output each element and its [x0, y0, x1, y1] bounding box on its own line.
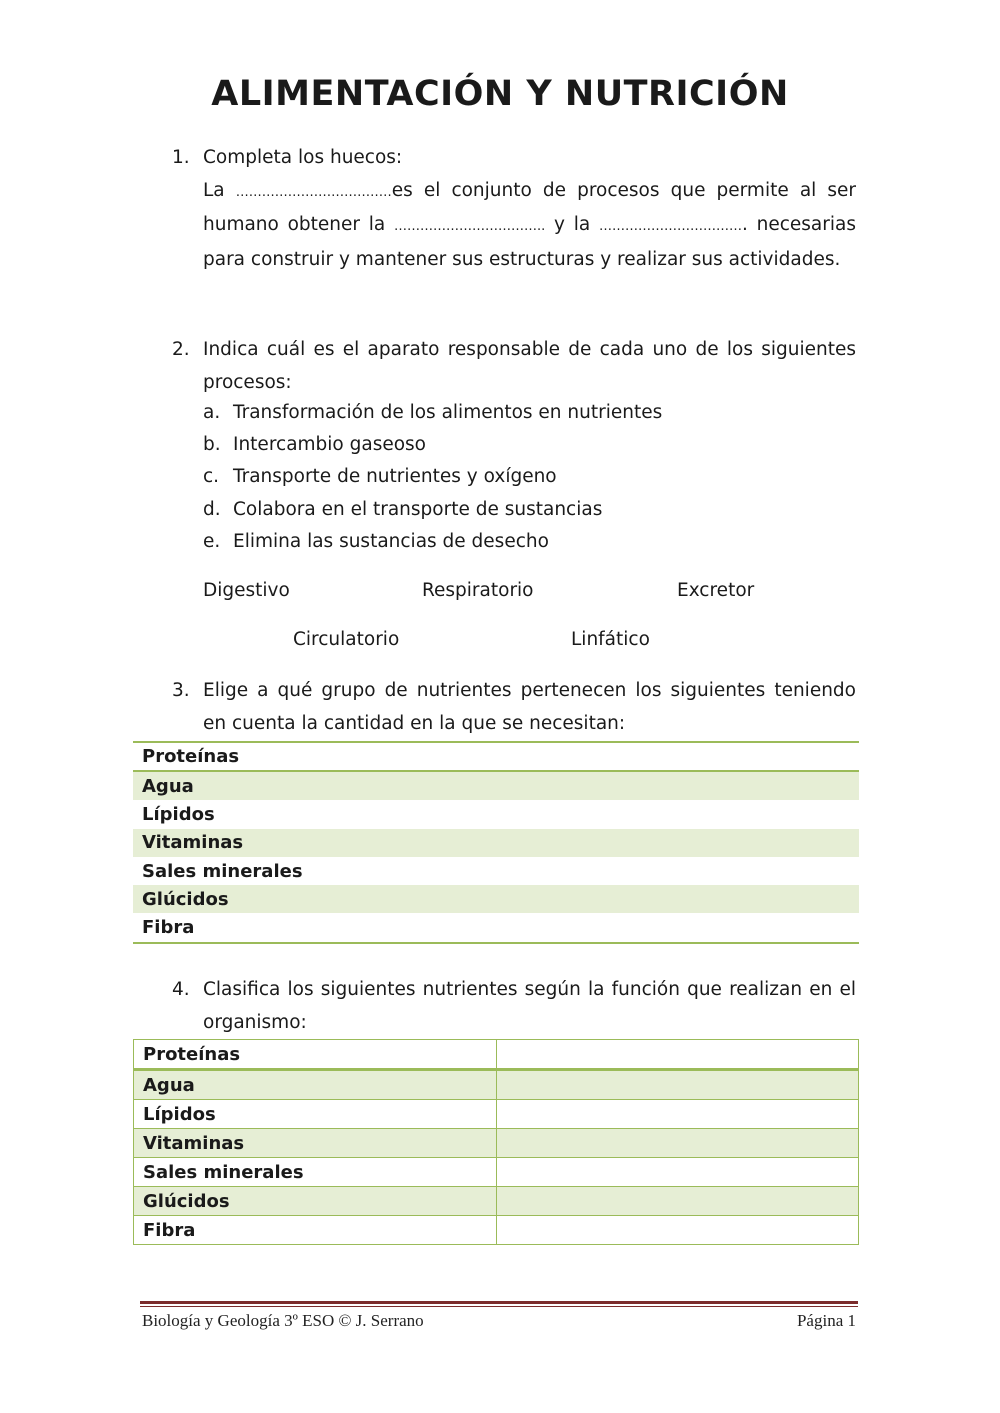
page-title: ALIMENTACIÓN Y NUTRICIÓN: [211, 74, 789, 114]
question-number: 3.: [172, 680, 190, 701]
question-1-prompt: Completa los huecos:: [203, 147, 403, 168]
option-e: [203, 531, 549, 552]
table-row[interactable]: [133, 913, 859, 942]
option-text: Intercambio gaseoso: [233, 434, 427, 455]
option-b: [203, 434, 426, 455]
answer-cell[interactable]: [497, 1040, 859, 1070]
option-letter: c.: [203, 466, 220, 487]
option-text: Transporte de nutrientes y oxígeno: [233, 466, 557, 487]
question-1-body: [203, 142, 856, 276]
table-cell: Sales minerales: [142, 860, 303, 882]
table-cell: Vitaminas: [133, 829, 859, 857]
table-row[interactable]: [133, 742, 859, 771]
option-letter: d.: [203, 499, 221, 520]
table-row[interactable]: [133, 885, 859, 913]
option-a: [203, 402, 662, 423]
table-row[interactable]: [133, 857, 859, 885]
answer-cell[interactable]: [497, 1158, 859, 1187]
nutrient-quantity-table: [133, 741, 859, 944]
option-letter: b.: [203, 434, 221, 455]
option-letter: e.: [203, 531, 221, 552]
table-cell: Lípidos: [134, 1100, 497, 1129]
option-d: [203, 499, 602, 520]
table-cell: Proteínas: [133, 742, 859, 771]
question-1-fill-text: [203, 175, 856, 277]
table-row[interactable]: [133, 771, 859, 800]
answer-cell[interactable]: [497, 1070, 859, 1100]
table-cell: Vitaminas: [134, 1129, 497, 1158]
table-row[interactable]: [133, 829, 859, 857]
table-cell: Agua: [134, 1070, 497, 1100]
option-c: [203, 466, 557, 487]
option-letter: a.: [203, 402, 221, 423]
table-row[interactable]: [133, 800, 859, 828]
table-row: [134, 1158, 859, 1187]
question-number: 4.: [172, 979, 190, 1000]
option-text: Colabora en el transporte de sustancias: [233, 499, 603, 520]
option-text: Transformación de los alimentos en nutrientes: [233, 402, 663, 423]
table-cell: Glúcidos: [133, 885, 859, 913]
fill-text-part: y la: [545, 214, 599, 235]
footer-left: Biología y Geología 3º ESO © J. Serrano: [142, 1311, 424, 1330]
blank-1[interactable]: ………………………………: [235, 184, 392, 200]
table-cell: Proteínas: [134, 1040, 497, 1070]
option-text: Elimina las sustancias de desecho: [233, 531, 549, 552]
fill-text-part: es el conjunto de procesos que permite al ser humano obtener la: [203, 179, 857, 235]
footer-rule-thin: [140, 1306, 858, 1307]
table-cell: Glúcidos: [134, 1187, 497, 1216]
fill-text-part: La: [203, 179, 236, 201]
table-cell: Agua: [133, 771, 859, 800]
table-row: [134, 1216, 859, 1245]
question-4-prompt: Clasifica los siguientes nutrientes según la función que realizan en el organismo:: [203, 979, 856, 1033]
word-circulatorio[interactable]: Circulatorio: [293, 629, 400, 650]
table-row: [134, 1187, 859, 1216]
table-row: [134, 1129, 859, 1158]
answer-cell[interactable]: [497, 1129, 859, 1158]
question-number: 1.: [172, 147, 190, 168]
fill-text-part: . necesarias para construir y mantener sus estructuras y realizar sus actividades.: [203, 214, 856, 270]
table-cell: Fibra: [142, 917, 195, 939]
word-excretor[interactable]: Excretor: [677, 580, 755, 601]
table-row: [134, 1100, 859, 1129]
answer-cell[interactable]: [497, 1187, 859, 1216]
footer-rule: [140, 1301, 858, 1304]
table-row: [134, 1040, 859, 1070]
table-cell: Fibra: [134, 1216, 497, 1245]
word-respiratorio[interactable]: Respiratorio: [422, 580, 534, 601]
question-3-prompt: Elige a qué grupo de nutrientes pertenecen los siguientes teniendo en cuenta la cantidad en la que se necesitan:: [203, 680, 856, 734]
question-2-prompt: Indica cuál es el aparato responsable de cada uno de los siguientes procesos:: [203, 339, 856, 393]
answer-cell[interactable]: [497, 1216, 859, 1245]
blank-3[interactable]: ……………………………: [598, 219, 742, 234]
table-row: [134, 1070, 859, 1100]
word-digestivo[interactable]: Digestivo: [203, 580, 290, 601]
blank-2[interactable]: ……………………………..: [394, 219, 546, 234]
table-cell: Lípidos: [142, 803, 215, 825]
word-linfatico[interactable]: Linfático: [571, 629, 650, 650]
table-cell: Sales minerales: [134, 1158, 497, 1187]
nutrient-function-table: [133, 1039, 859, 1245]
answer-cell[interactable]: [497, 1100, 859, 1129]
footer-page-number: Página 1: [796, 1311, 856, 1330]
question-number: 2.: [172, 339, 190, 360]
